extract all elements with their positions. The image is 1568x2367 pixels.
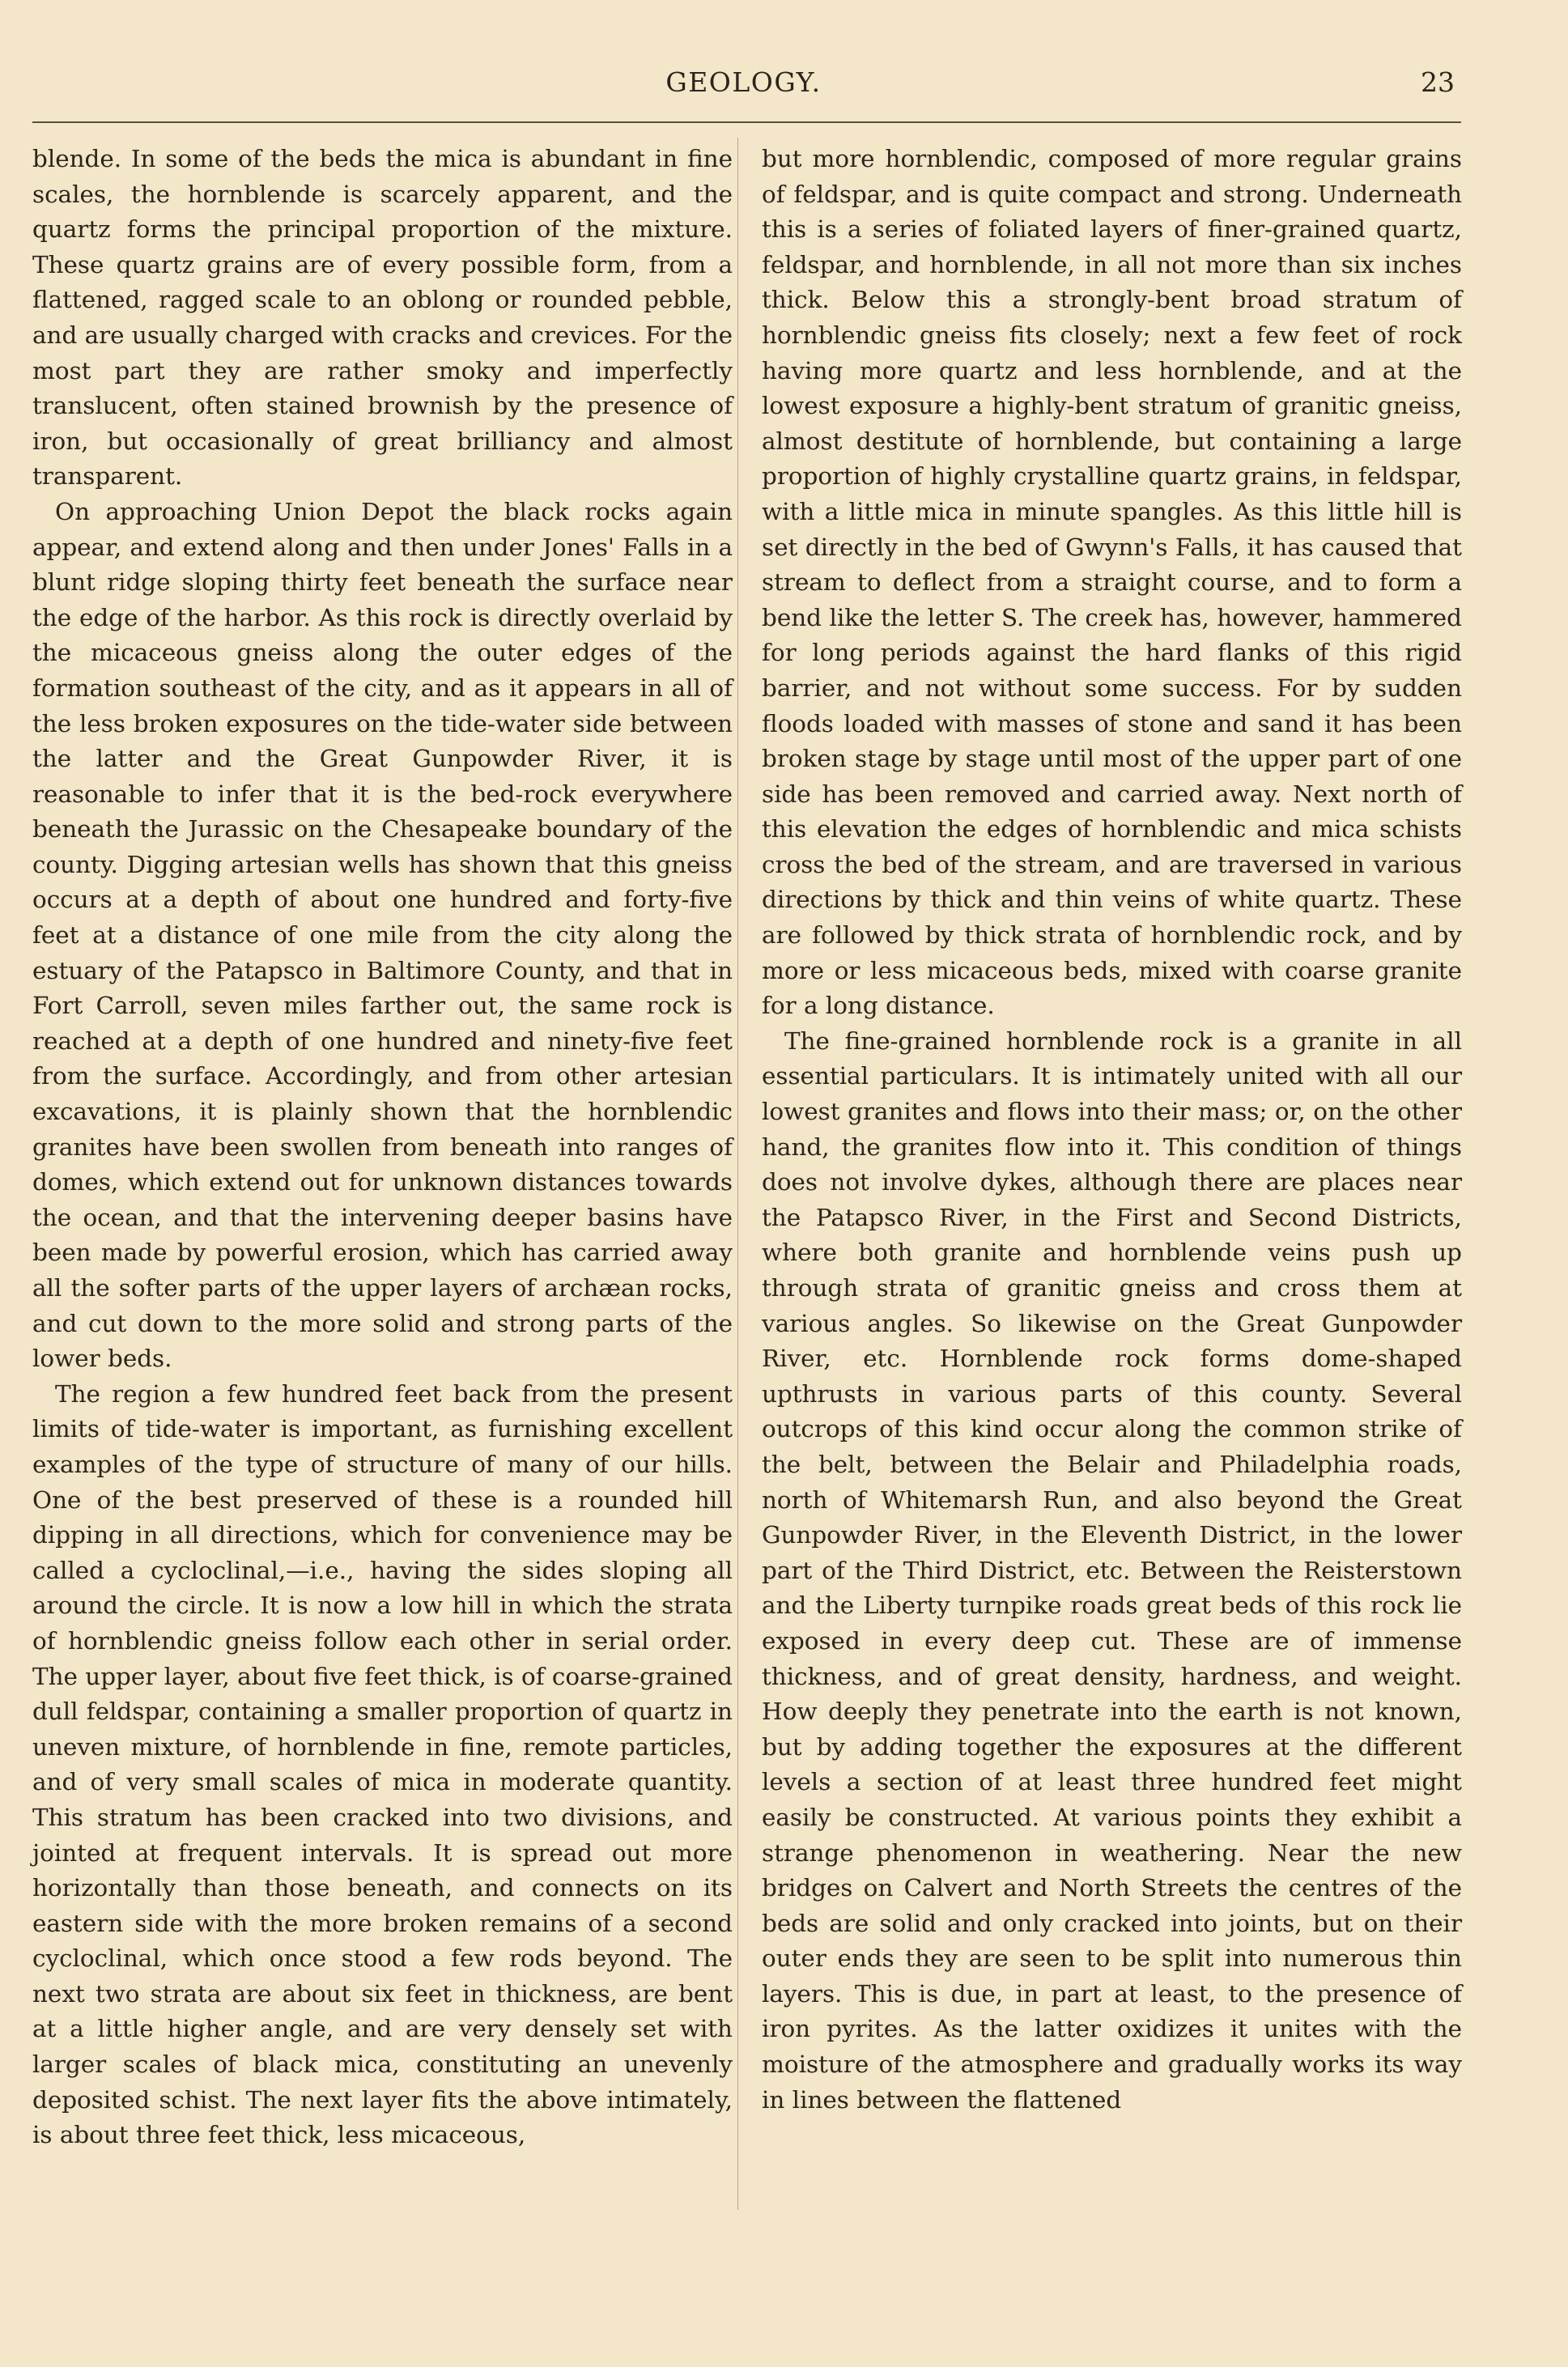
paragraph: but more hornblendic, composed of more regular grains of feldspar, and is quite compact and strong. Underneath this is a series of foliated layers of finer-grained quartz, feldspar, and hornblende, in all not more than six inches thick. Below this a strongly-bent broad stratum of hornblendic gneiss fits closely; next a few feet of rock having more quartz and less hornblende, and at the lowest exposure a highly-bent stratum of granitic gneiss, almost destitute of hornblende, but containing a large proportion of highly crystalline quartz grains, in feldspar, with a little mica in minute spangles. As this little hill is set directly in the bed of Gwynn's Falls, it has caused that stream to deflect from a straight course, and to form a bend like the letter S. The creek has, however, hammered for long periods against the hard flanks of this rigid barrier, and not without some success. For by sudden floods loaded with masses of stone and sand it has been broken stage by stage until most of the upper part of one side has been removed and carried away. Next north of this elevation the edges of hornblendic and mica schists cross the bed of the stream, and are traversed in various directions by thick and thin veins of white quartz. These are followed by thick strata of hornblendic rock, and by more or less micaceous beds, mixed with coarse granite for a long distance. <box>762 145 1462 1020</box>
page-header <box>32 66 1455 115</box>
left-column <box>32 142 733 2153</box>
running-title: GEOLOGY. <box>665 66 822 98</box>
paragraph: The fine-grained hornblende rock is a granite in all essential particulars. It is intimately united with all our lowest granites and flows into their mass; or, on the other hand, the granites flow into it. This condition of things does not involve dykes, although there are places near the Patapsco River, in the First and Second Districts, where both granite and hornblende veins push up through strata of granitic gneiss and cross them at various angles. So likewise on the Great Gunpowder River, etc. Hornblende rock forms dome-shaped upthrusts in various parts of this county. Several outcrops of this kind occur along the common strike of the belt, between the Belair and Philadelphia roads, north of Whitemarsh Run, and also beyond the Great Gunpowder River, in the Eleventh District, in the lower part of the Third District, etc. Between the Reisterstown and the Liberty turnpike roads great beds of this rock lie exposed in every deep cut. These are of immense thickness, and of great density, hardness, and weight. How deeply they penetrate into the earth is not known, but by adding together the exposures at the different levels a section of at least three hundred feet might easily be constructed. At various points they exhibit a strange phenomenon in weathering. Near the new bridges on Calvert and North Streets the centres of the beds are solid and only cracked into joints, but on their outer ends they are seen to be split into numerous thin layers. This is due, in part at least, to the presence of iron pyrites. As the latter oxidizes it unites with the moisture of the atmosphere and gradually works its way in lines between the flattened <box>762 1026 1462 2114</box>
right-column <box>762 142 1462 2118</box>
page-number: 23 <box>1421 66 1455 98</box>
column-divider <box>737 138 738 2210</box>
header-rule <box>32 121 1461 123</box>
paragraph: The region a few hundred feet back from the present limits of tide-water is important, as furnishing excellent examples of the type of structure of many of our hills. One of the best preserved of these is a rounded hill dipping in all directions, which for convenience may be called a cycloclinal,—i.e., having the sides sloping all around the circle. It is now a low hill in which the strata of hornblendic gneiss follow each other in serial order. The upper layer, about five feet thick, is of coarse-grained dull feldspar, containing a smaller proportion of quartz in uneven mixture, of hornblende in fine, remote particles, and of very small scales of mica in moderate quantity. This stratum has been cracked into two divisions, and jointed at frequent intervals. It is spread out more horizontally than those beneath, and connects on its eastern side with the more broken remains of a second cycloclinal, which once stood a few rods beyond. The next two strata are about six feet in thickness, are bent at a little higher angle, and are very densely set with larger scales of black mica, constituting an unevenly deposited schist. The next layer fits the above intimately, is about three feet thick, less micaceous, <box>32 1379 733 2149</box>
paragraph: On approaching Union Depot the black rocks again appear, and extend along and then under Jones' Falls in a blunt ridge sloping thirty feet beneath the surface near the edge of the harbor. As this rock is directly overlaid by the micaceous gneiss along the outer edges of the formation southeast of the city, and as it appears in all of the less broken exposures on the tide-water side between the latter and the Great Gunpowder River, it is reasonable to infer that it is the bed-rock everywhere beneath the Jurassic on the Chesapeake boundary of the county. Digging artesian wells has shown that this gneiss occurs at a depth of about one hundred and forty-five feet at a distance of one mile from the city along the estuary of the Patapsco in Baltimore County, and that in Fort Carroll, seven miles farther out, the same rock is reached at a depth of one hundred and ninety-five feet from the surface. Accordingly, and from other artesian excavations, it is plainly shown that the hornblendic granites have been swollen from beneath into ranges of domes, which extend out for unknown distances towards the ocean, and that the intervening deeper basins have been made by powerful erosion, which has carried away all the softer parts of the upper layers of archæan rocks, and cut down to the more solid and strong parts of the lower beds. <box>32 497 733 1373</box>
paragraph: blende. In some of the beds the mica is abundant in fine scales, the hornblende is scarcely apparent, and the quartz forms the principal proportion of the mixture. These quartz grains are of every possible form, from a flattened, ragged scale to an oblong or rounded pebble, and are usually charged with cracks and crevices. For the most part they are rather smoky and imperfectly translucent, often stained brownish by the presence of iron, but occasionally of great brilliancy and almost transparent. <box>32 145 733 491</box>
